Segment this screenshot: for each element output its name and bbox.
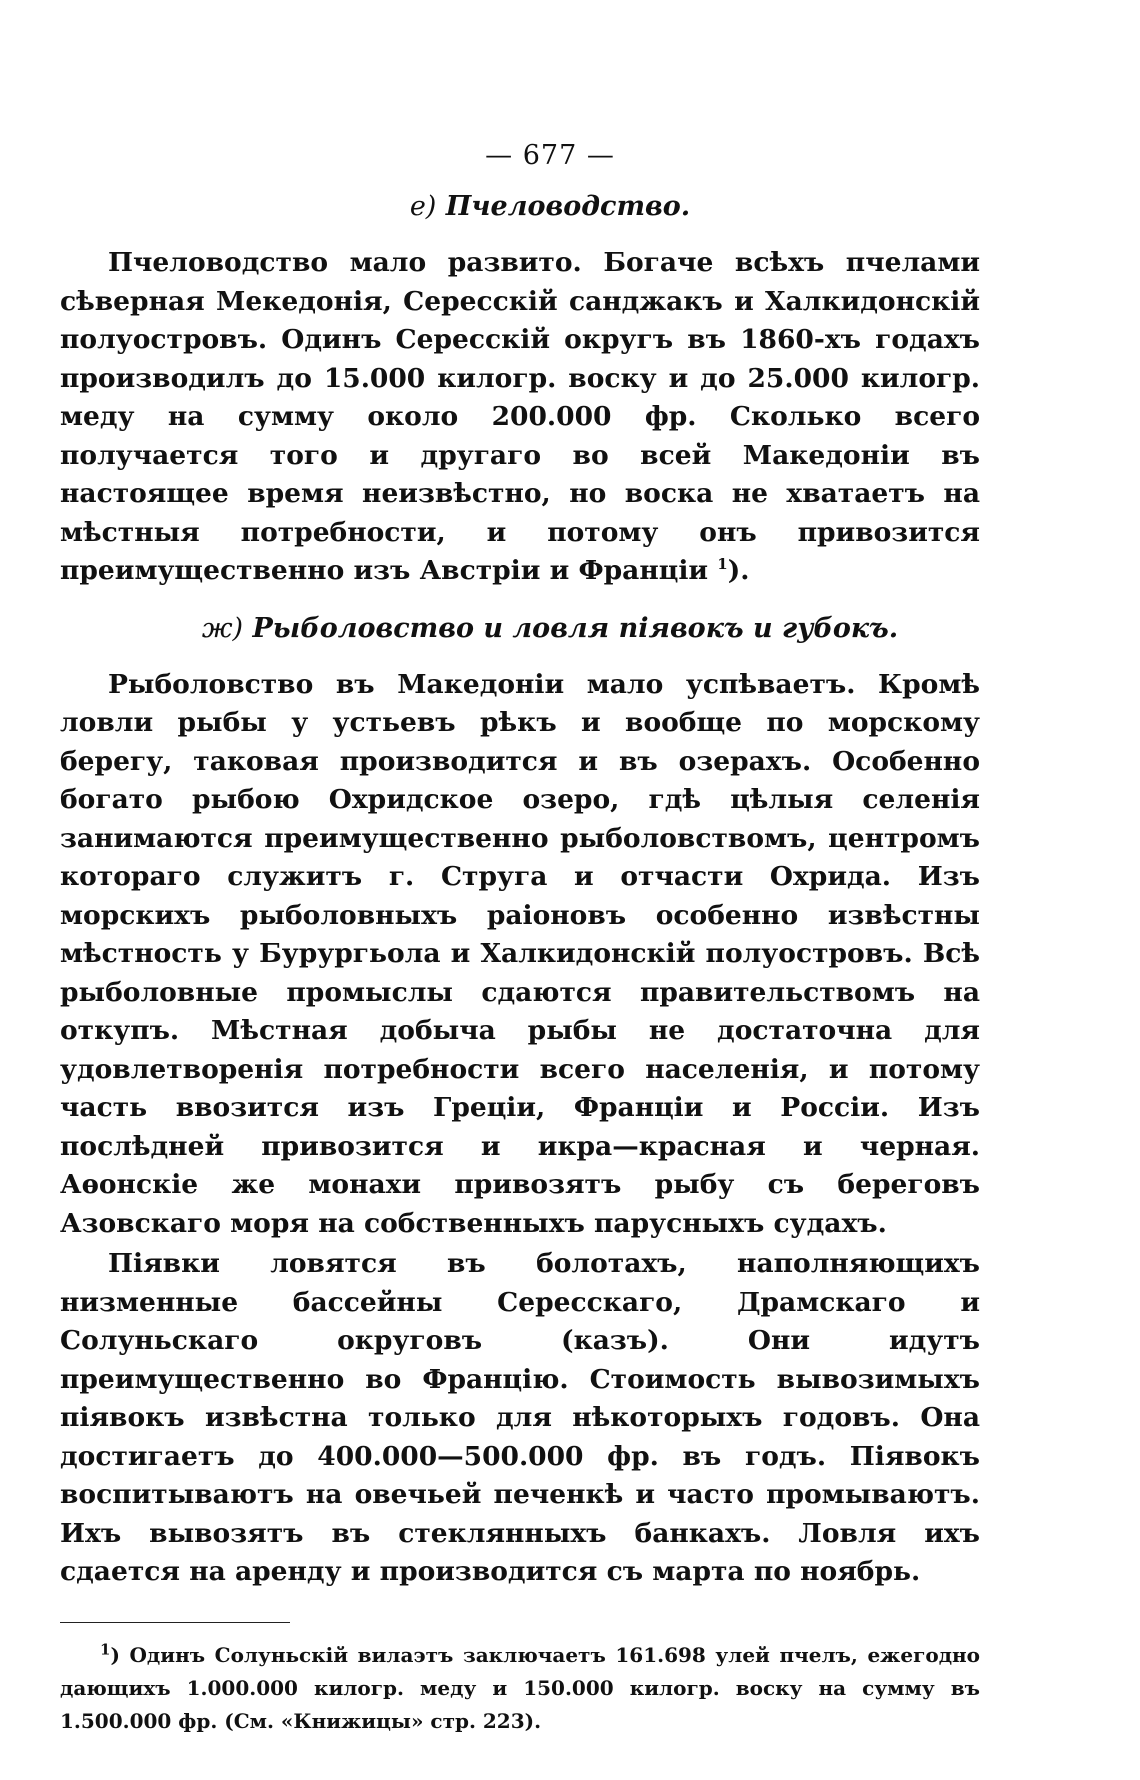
page-number: — 677 — — [485, 140, 615, 171]
footnote-marker-close: ) — [110, 1642, 120, 1667]
section-heading-fishing — [60, 613, 980, 644]
section-heading-title: Рыболовство и ловля піявокъ и губокъ. — [252, 612, 899, 644]
paragraph-leeches: Піявки ловятся въ болотахъ, наполняющихъ низменные бассейны Сересскаго, Драмскаго и Солуньскаго округовъ (казъ). Они идутъ преимущественно во Францію. Стоимость вывозимыхъ піявокъ извѣстна только для нѣкоторыхъ годовъ. Она достигаетъ до 400.000—500.000 фр. въ годъ. Піявокъ воспитываютъ на овечьей печенкѣ и часто промываютъ. Ихъ вывозятъ въ стеклянныхъ банкахъ. Ловля ихъ сдается на аренду и производится съ марта по ноябрь. — [60, 1248, 980, 1587]
footnote — [60, 1639, 980, 1738]
footnote-text: Одинъ Солуньскій вилаэтъ заключаетъ 161.698 улей пчелъ, ежегодно дающихъ 1.000.000 килогр. меду и 150.000 килогр. воску на сумму въ 1.500.000 фр. (См. «Книжицы» стр. 223). — [60, 1642, 980, 1733]
section-heading-mark: ж) — [201, 612, 244, 644]
section-heading-title: Пчеловодство. — [445, 191, 691, 222]
section-spacer — [60, 591, 980, 613]
footnote-divider — [60, 1622, 290, 1623]
paragraph-text: Пчеловодство мало развито. Богаче всѣхъ пчелами сѣверная Мекедонія, Сересскій санджакъ и Халкидонскій полуостровъ. Одинъ Сересскій округъ въ 1860-хъ годахъ производилъ до 15.000 килогр. воску и до 25.000 килогр. меду на сумму около 200.000 фр. Сколько всего получается того и другаго во всей Македоніи въ настоящее время неизвѣстно, но воска не хватаетъ на мѣстныя потребности, и потому онъ привозится преимущественно изъ Австріи и Франціи — [60, 247, 980, 586]
section-heading-beekeeping — [60, 191, 980, 222]
footnote-marker: 1 — [100, 1639, 111, 1658]
footnote-reference[interactable]: 1 — [717, 555, 728, 574]
book-page — [60, 140, 980, 1738]
paragraph-fishing: Рыболовство въ Македоніи мало успѣваетъ. Кромѣ ловли рыбы у устьевъ рѣкъ и вообще по морскому берегу, таковая производится и въ озерахъ. Особенно богато рыбою Охридское озеро, гдѣ цѣлыя селенія занимаются преимущественно рыболовствомъ, центромъ котораго служитъ г. Струга и отчасти Охрида. Изъ морскихъ рыболовныхъ раіоновъ особенно извѣстны мѣстность у Бурургьола и Халкидонскій полуостровъ. Всѣ рыболовные промыслы сдаются правительствомъ на откупъ. Мѣстная добыча рыбы не достаточна для удовлетворенія потребности всего населенія, и потому часть ввозится изъ Греціи, Франціи и Россіи. Изъ послѣдней привозится и икра—красная и черная. Аѳонскіе же монахи привозятъ рыбу съ береговъ Азовскаго моря на собственныхъ парусныхъ судахъ. — [60, 668, 980, 1239]
section-heading-mark: е) — [409, 191, 437, 222]
paragraph-end: ). — [727, 555, 750, 586]
paragraph-beekeeping — [60, 244, 980, 591]
